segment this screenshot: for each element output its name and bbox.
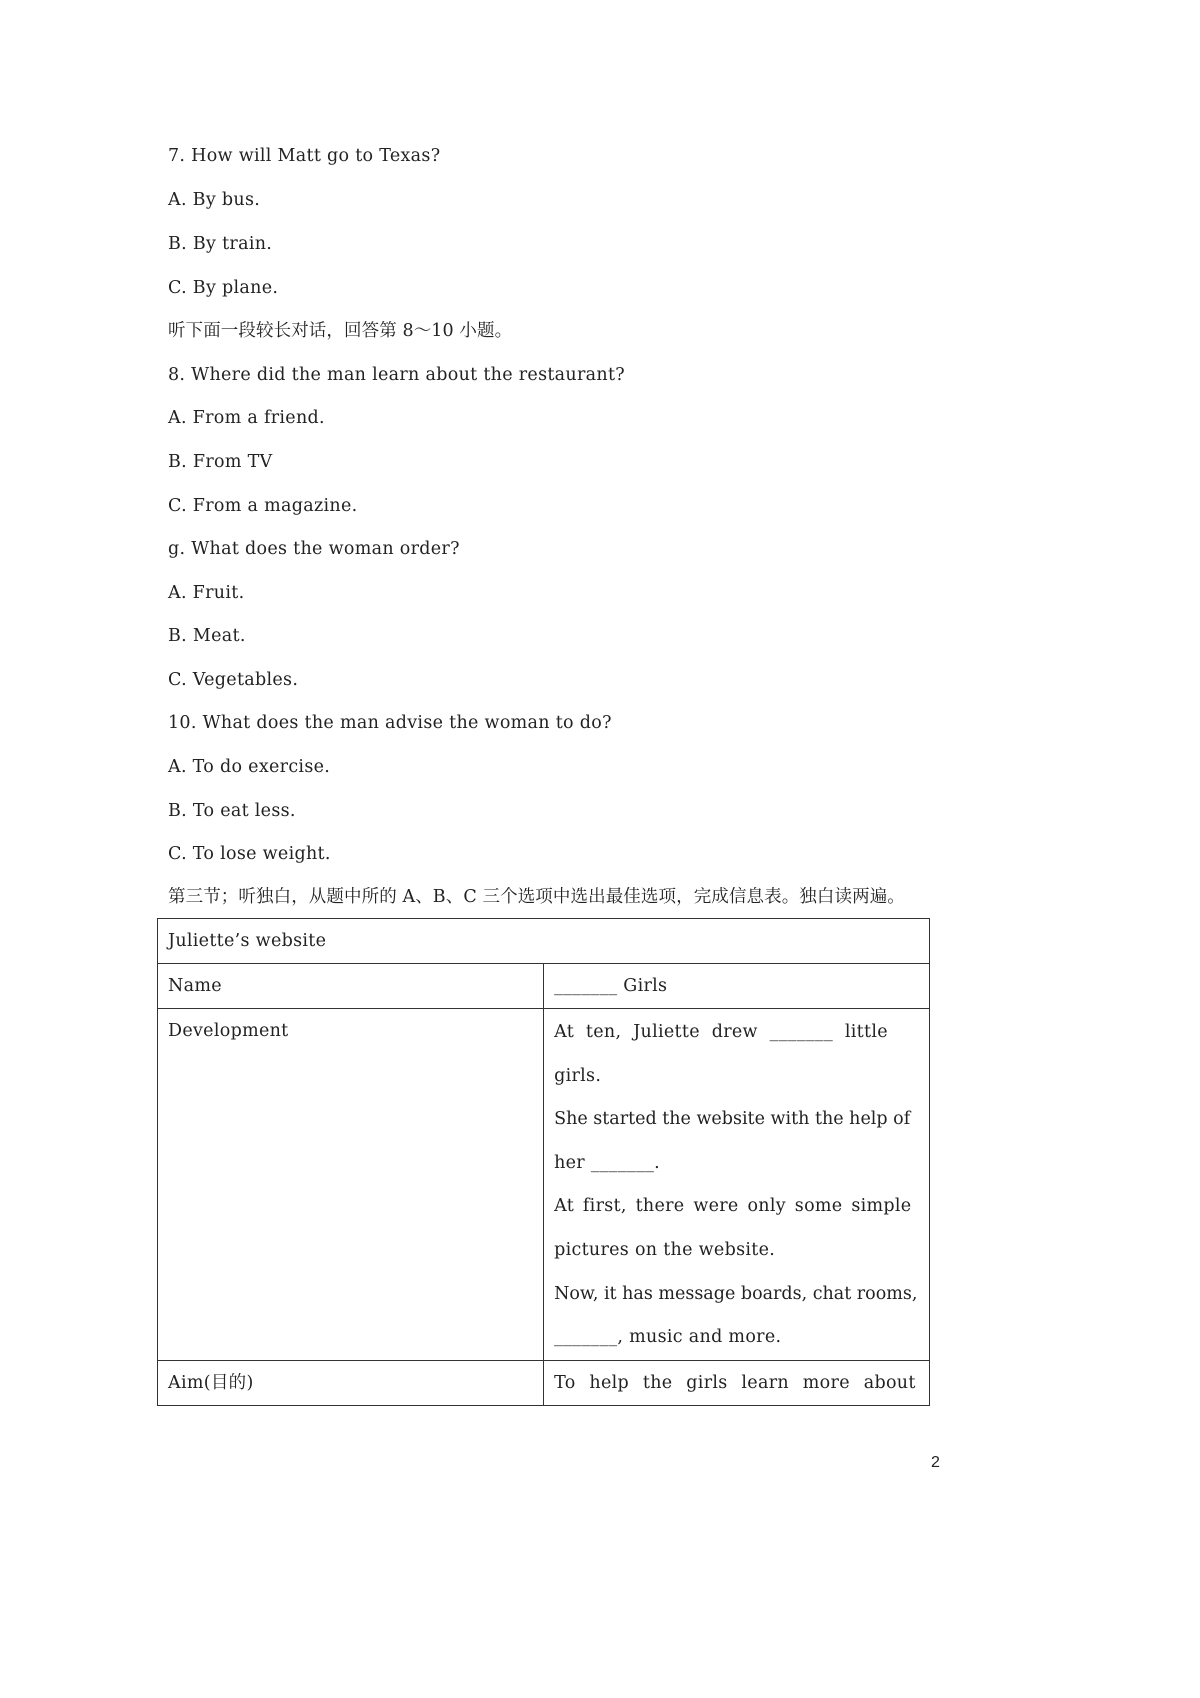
development-line-3: She started the website with the help of (554, 1109, 911, 1130)
question-10-option-b: B. To eat less. (168, 801, 296, 821)
question-9-option-c: C. Vegetables. (168, 670, 299, 690)
development-line-1: At ten, Juliette drew _______ little (554, 1022, 888, 1042)
question-8-option-c: C. From a magazine. (168, 496, 358, 516)
development-line-8: _______, music and more. (554, 1327, 782, 1348)
table-row-name (158, 964, 930, 1009)
question-10-option-c: C. To lose weight. (168, 844, 331, 864)
question-8-stem: 8. Where did the man learn about the restaurant? (168, 365, 625, 385)
question-9-option-a: A. Fruit. (168, 583, 245, 603)
question-7-option-b: B. By train. (168, 234, 273, 254)
development-line-4: her _______. (554, 1152, 661, 1173)
row-label-name: Name (168, 976, 222, 996)
question-10-option-a: A. To do exercise. (168, 757, 331, 777)
table-title: Juliette’s website (168, 931, 327, 951)
question-9-stem: g. What does the woman order? (168, 539, 460, 559)
row-label-development: Development (168, 1021, 289, 1041)
row-name-line-1: _______ Girls (554, 976, 668, 996)
development-line-2: girls. (554, 1065, 602, 1086)
development-line-6: pictures on the website. (554, 1239, 776, 1260)
row-label-aim: Aim(目的) (168, 1372, 254, 1393)
question-7-option-a: A. By bus. (168, 190, 261, 210)
question-8-option-b: B. From TV (168, 452, 273, 472)
table-cell-development-value (544, 1009, 930, 1361)
development-line-7: Now, it has message boards, chat rooms, (554, 1283, 918, 1304)
table-title-cell (158, 919, 930, 964)
development-line-5: At first, there were only some simple (554, 1196, 912, 1217)
table-row-development (158, 1009, 930, 1361)
question-9-option-b: B. Meat. (168, 626, 246, 646)
table-cell-development-label (158, 1009, 544, 1361)
table-row-aim (158, 1360, 930, 1405)
table-title-row (158, 919, 930, 964)
aim-line-1: To help the girls learn more about (554, 1372, 916, 1393)
section-3-heading: 第三节；听独白，从题中所的 A、B、C 三个选项中选出最佳选项，完成信息表。独白读两遍。 (168, 887, 905, 907)
page-number: 2 (931, 1454, 940, 1471)
question-10-stem: 10. What does the man advise the woman to do? (168, 713, 612, 733)
table-cell-name-label (158, 964, 544, 1009)
instruction-questions-8-10: 听下面一段较长对话，回答第 8～10 小题。 (168, 321, 513, 341)
info-table (157, 918, 930, 1406)
table-cell-aim-value (544, 1360, 930, 1405)
table-cell-name-value (544, 964, 930, 1009)
question-8-option-a: A. From a friend. (168, 408, 325, 428)
question-7-stem: 7. How will Matt go to Texas? (168, 146, 441, 166)
question-7-option-c: C. By plane. (168, 278, 279, 298)
table-cell-aim-label (158, 1360, 544, 1405)
